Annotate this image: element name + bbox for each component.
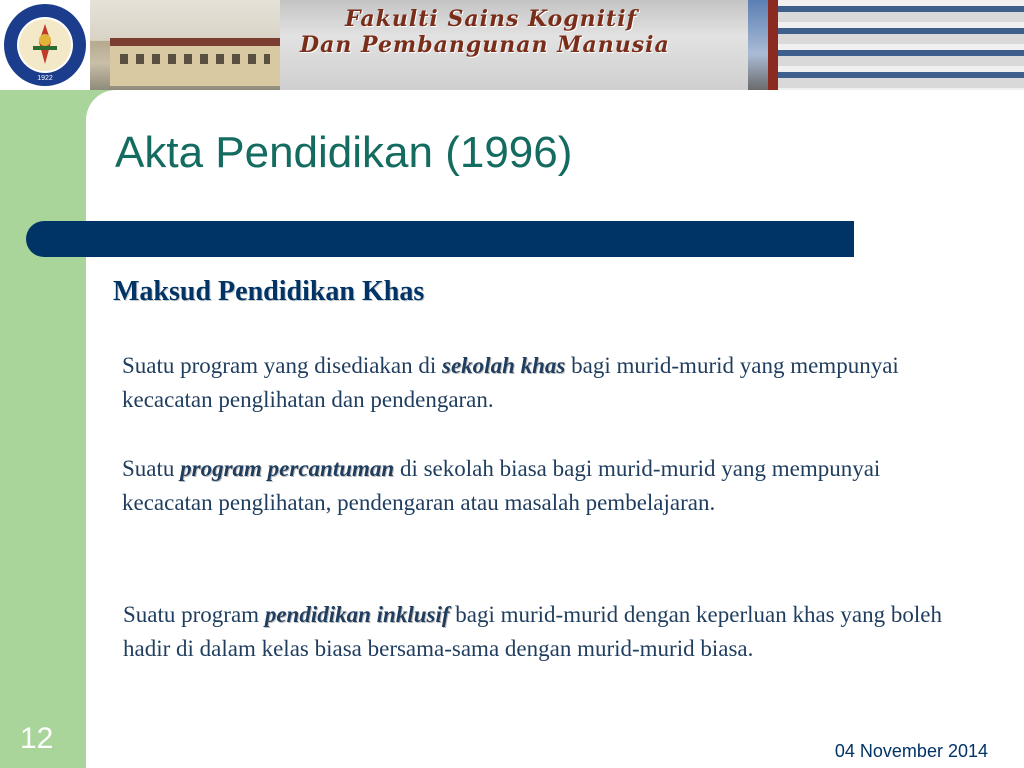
left-sidebar (0, 90, 86, 768)
slide-title: Akta Pendidikan (1996) (115, 128, 573, 177)
sidebar-corner (86, 90, 116, 120)
title-divider-bar (26, 221, 854, 257)
page-number: 12 (20, 722, 54, 755)
logo-cell (0, 0, 90, 90)
seal-year: 1922 (37, 75, 53, 82)
paragraph-text: Suatu program yang disediakan di (122, 353, 443, 378)
faculty-name-line2: Dan Pembangunan Manusia (300, 32, 670, 58)
emphasis-pendidikan-inklusif: pendidikan inklusif (264, 602, 450, 627)
paragraph-3 (123, 598, 963, 666)
paragraph-text: Suatu program (123, 602, 265, 627)
footer-date: 04 November 2014 (834, 741, 988, 761)
paragraph-text: Suatu (122, 456, 181, 481)
emphasis-program-percantuman: program percantuman (180, 456, 395, 481)
slide-subtitle: Maksud Pendidikan Khas (113, 276, 425, 307)
campus-building-photo (90, 0, 290, 90)
faculty-name (300, 6, 670, 58)
header-banner (0, 0, 1024, 90)
paragraph-text: di sekolah biasa bagi murid-murid yang mempunyai kecacatan penglihatan, pendengaran atau masalah pembelajaran. (122, 456, 881, 515)
paragraph-text: bagi murid-murid dengan keperluan khas yang boleh hadir di dalam kelas biasa bersama-sama dengan murid-murid biasa. (123, 602, 942, 661)
paragraph-2 (122, 452, 962, 520)
university-seal-logo (2, 2, 88, 88)
paragraph-text: bagi murid-murid yang mempunyai kecacatan penglihatan dan pendengaran. (122, 353, 899, 412)
tower-building-photo (748, 0, 1024, 90)
paragraph-1 (122, 349, 962, 417)
emphasis-sekolah-khas: sekolah khas (442, 353, 566, 378)
faculty-name-line1: Fakulti Sains Kognitif (345, 6, 638, 32)
